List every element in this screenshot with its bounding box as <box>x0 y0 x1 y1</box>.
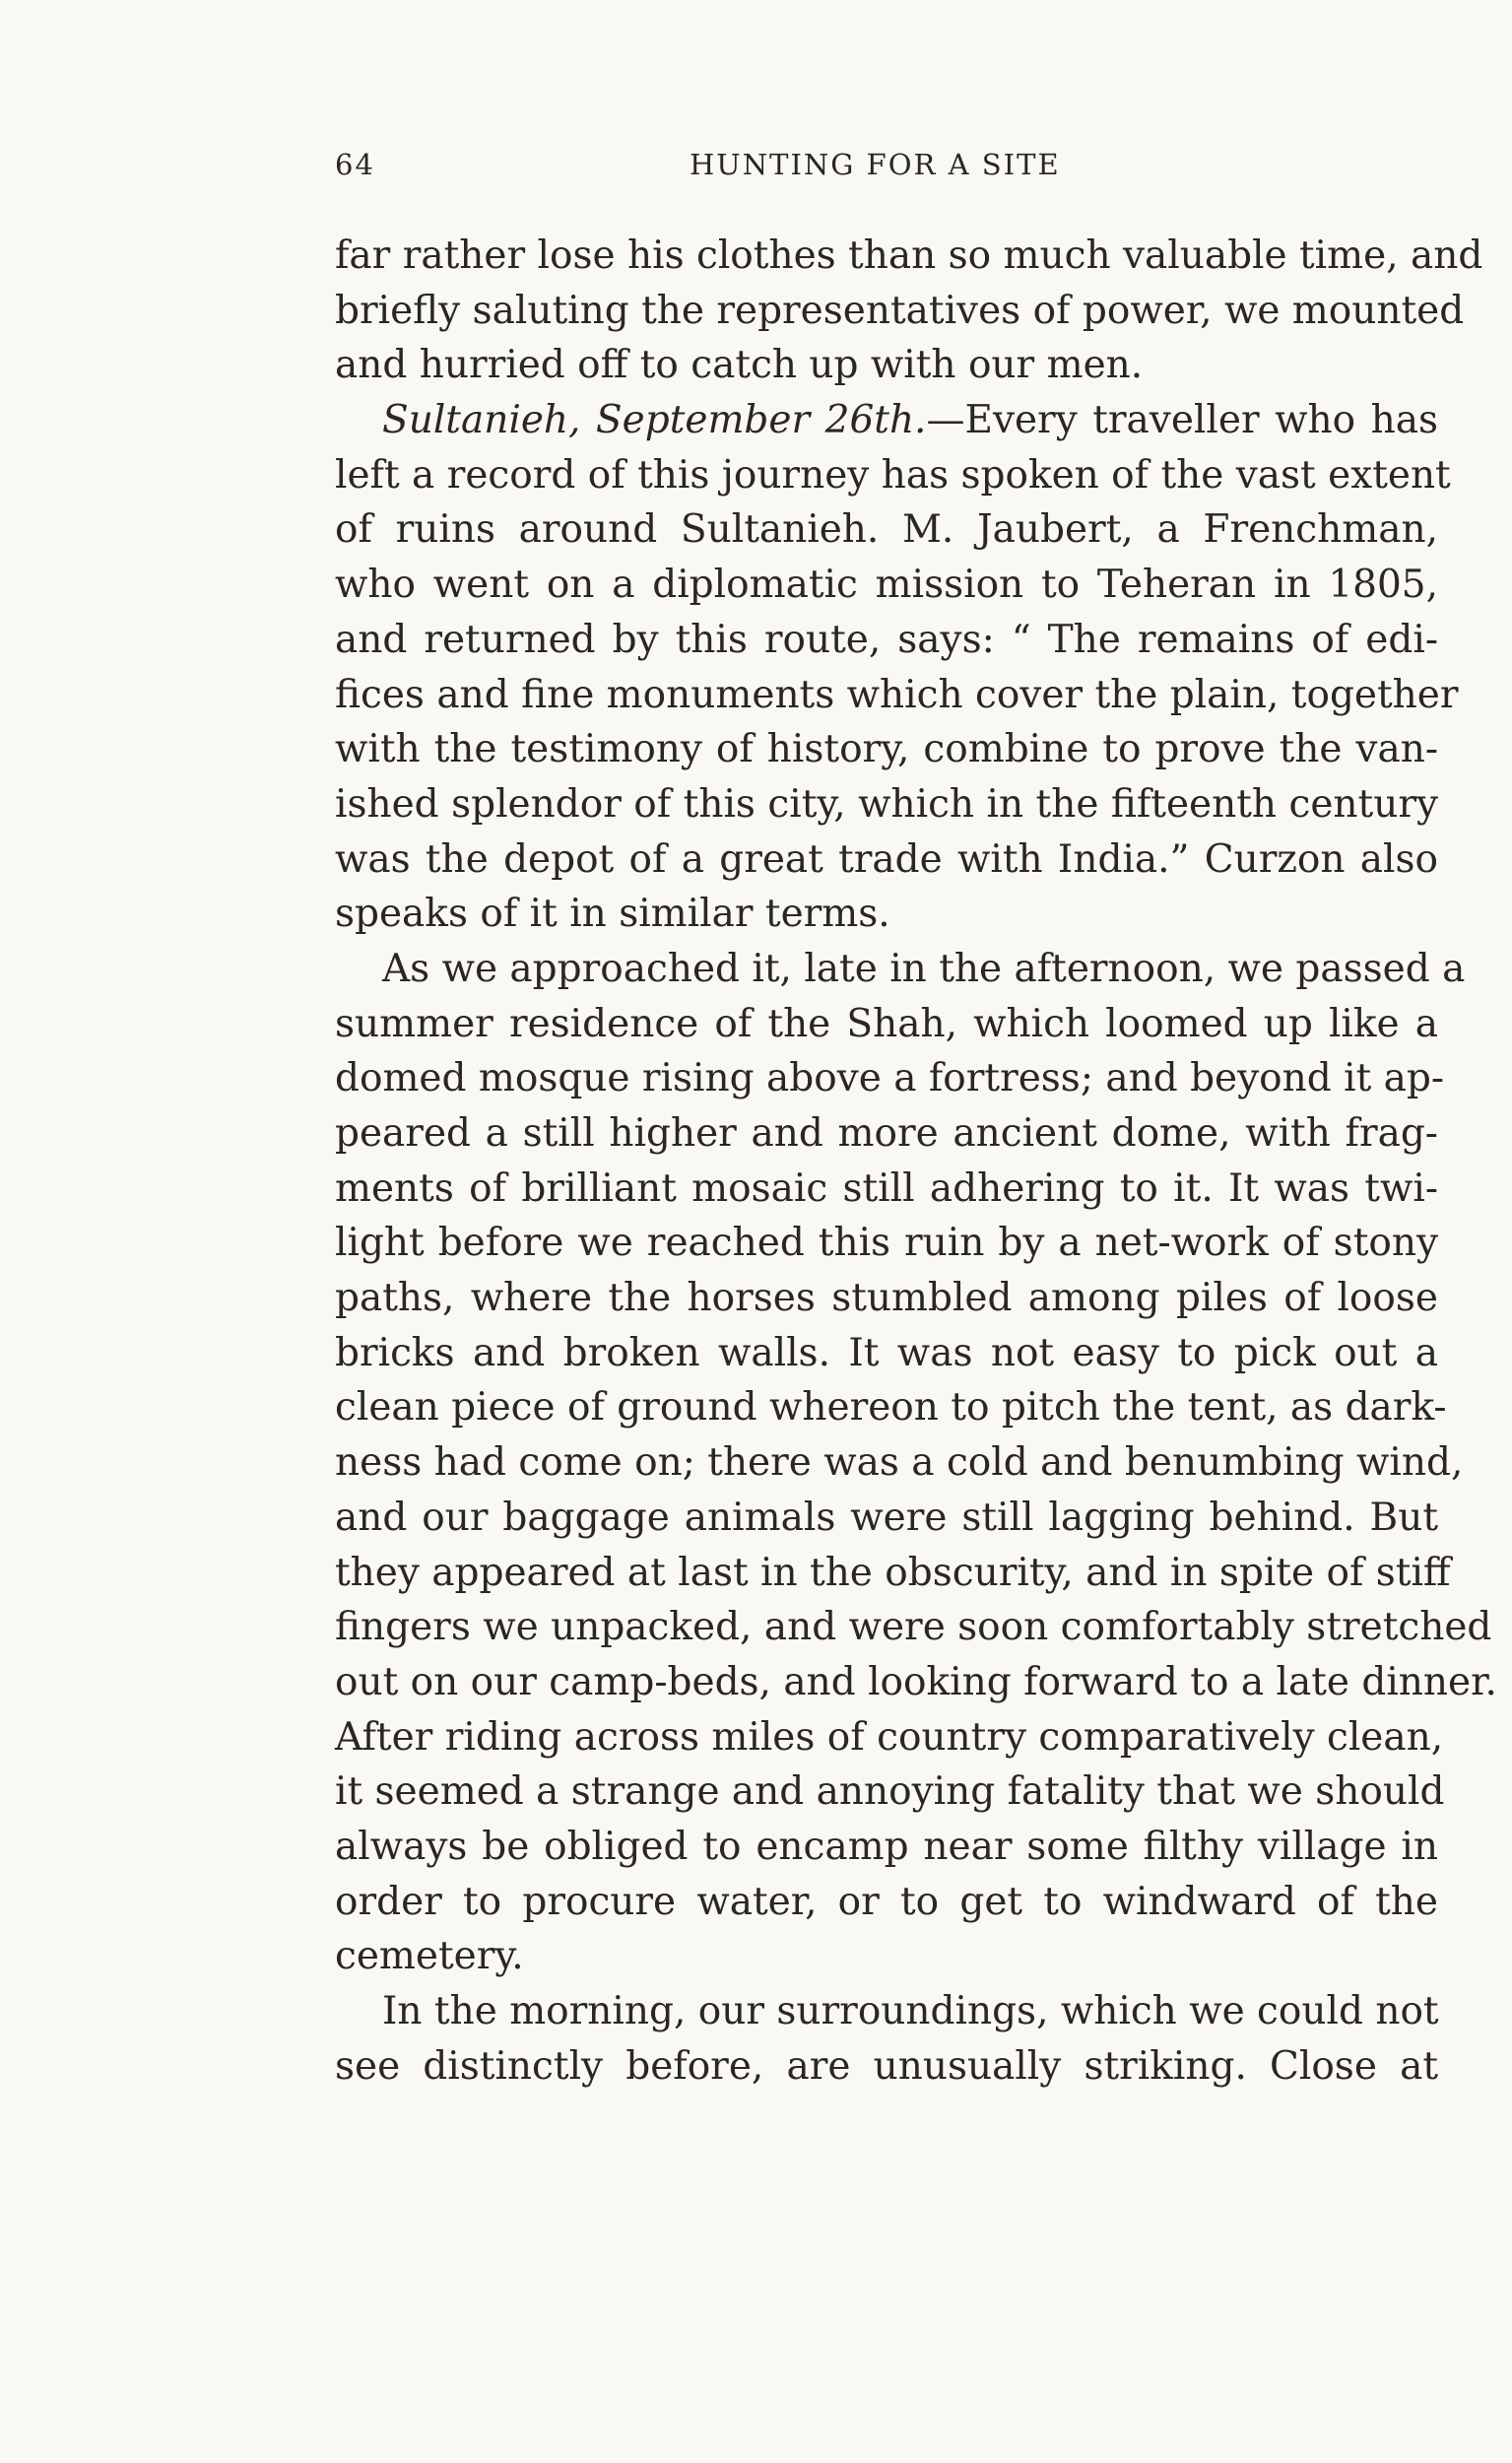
dateline: Sultanieh, September 26th. <box>382 398 927 443</box>
text-line: As we approached it, late in the afternoon, we passed a <box>382 946 1466 991</box>
text-line: light before we reached this ruin by a net-work of stony <box>335 1221 1438 1266</box>
text-line: peared a still higher and more ancient dome, with frag- <box>335 1111 1438 1156</box>
text-line: summer residence of the Shah, which loomed up like a <box>335 1001 1438 1046</box>
text-line: speaks of it in similar terms. <box>335 892 890 937</box>
paragraph-4 <box>335 1984 1438 2094</box>
running-title: HUNTING FOR A SITE <box>690 148 1061 181</box>
body-text <box>335 229 1497 2094</box>
text-line: was the depot of a great trade with India.” Curzon also <box>335 836 1438 882</box>
running-head <box>335 148 1438 191</box>
paragraph-1 <box>335 229 1483 393</box>
text-line: After riding across miles of country comparatively clean, <box>335 1714 1444 1760</box>
text-line: and hurried off to catch up with our men. <box>335 343 1144 388</box>
text-line: clean piece of ground whereon to pitch the tent, as dark- <box>335 1385 1447 1431</box>
text-line: ished splendor of this city, which in the fifteenth century <box>335 781 1438 827</box>
text-line: paths, where the horses stumbled among piles of loose <box>335 1276 1438 1321</box>
text-line: order to procure water, or to get to windward of the <box>335 1879 1438 1924</box>
text-line: of ruins around Sultanieh. M. Jaubert, a Frenchman, <box>335 507 1438 553</box>
text-line: In the morning, our surroundings, which we could not <box>382 1989 1439 2033</box>
text-line: fingers we unpacked, and were soon comfortably stretched <box>335 1605 1492 1650</box>
text-line: bricks and broken walls. It was not easy to pick out a <box>335 1330 1438 1375</box>
text-line: and returned by this route, says: “ The remains of edi- <box>335 617 1438 662</box>
text-line: and our baggage animals were still lagging behind. But <box>335 1495 1438 1540</box>
text-line: domed mosque rising above a fortress; and beyond it ap- <box>335 1056 1445 1101</box>
text-line: fices and fine monuments which cover the plain, together <box>335 672 1459 717</box>
text-line: always be obliged to encamp near some filthy village in <box>335 1824 1438 1869</box>
text-line: it seemed a strange and annoying fatality that we should <box>335 1769 1445 1815</box>
text-line: cemetery. <box>335 1934 524 1979</box>
text-line: ness had come on; there was a cold and benumbing wind, <box>335 1440 1464 1486</box>
text-line: left a record of this journey has spoken of the vast extent <box>335 452 1451 498</box>
page-number: 64 <box>335 148 375 181</box>
paragraph-3 <box>335 942 1497 1984</box>
text-line: out on our camp-beds, and looking forward to a late dinner. <box>335 1659 1497 1704</box>
text-line: briefly saluting the representatives of power, we mounted <box>335 288 1465 333</box>
text-line: with the testimony of history, combine to prove the van- <box>335 727 1438 772</box>
text-line: ments of brilliant mosaic still adhering to it. It was twi- <box>335 1165 1438 1211</box>
text-line: see distinctly before, are unusually striking. Close at <box>335 2043 1438 2089</box>
text-line: far rather lose his clothes than so much valuable time, and <box>335 233 1483 278</box>
paragraph-2 <box>335 393 1459 942</box>
text-line: they appeared at last in the obscurity, and in spite of stiff <box>335 1550 1451 1595</box>
text-line <box>335 393 1438 448</box>
dateline-rest: —Every traveller who has <box>926 398 1438 443</box>
text-line: who went on a diplomatic mission to Teheran in 1805, <box>335 563 1438 608</box>
